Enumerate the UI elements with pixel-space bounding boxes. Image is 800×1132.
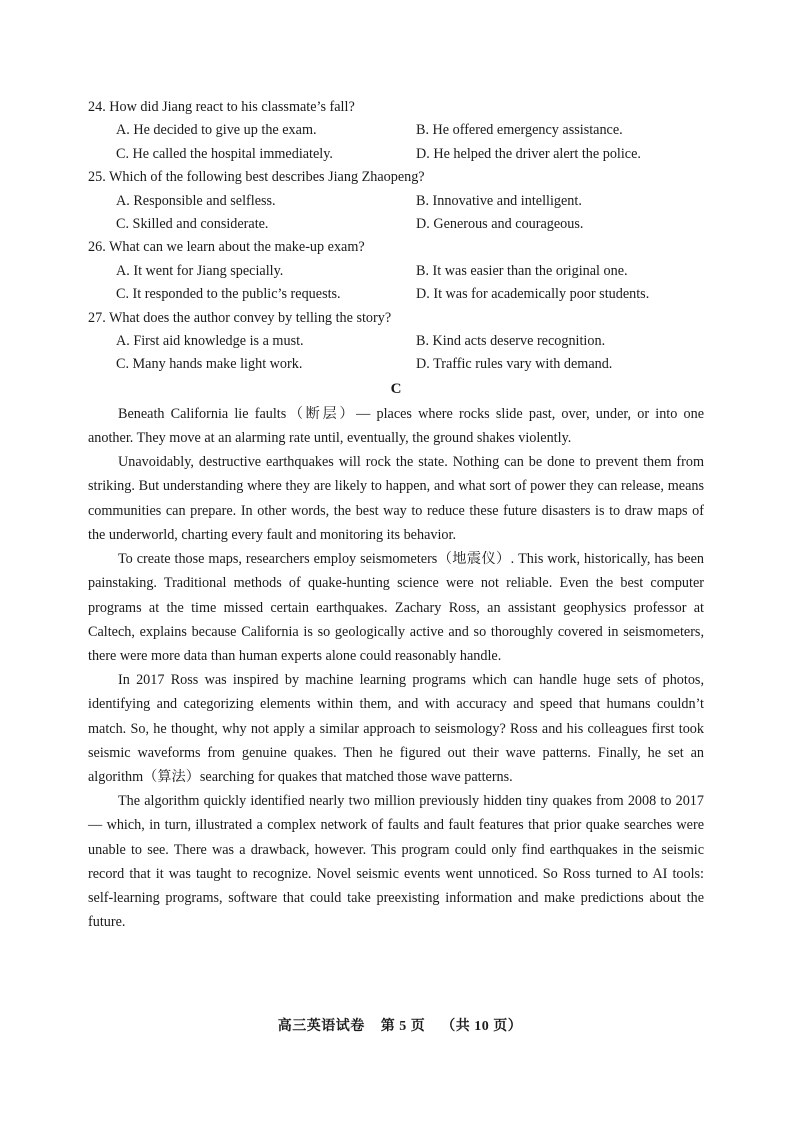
passage-paragraph: In 2017 Ross was inspired by machine learning programs which can handle huge sets of photos, identifying and categorizing elements within them, and with accuracy and speed that humans couldn’t match. So, he thought, why not apply a similar approach to seismology? Ross and his colleagues first took seismic waveforms from genuine quakes. Then he figured out their wave patterns. Finally, he set an algorithm（算法）searching for quakes that matched those wave patterns. [88, 672, 704, 785]
question-24 [88, 96, 704, 166]
reading-passage [88, 402, 704, 934]
option-d: D. It was for academically poor students. [416, 286, 650, 303]
question-stem: 25. Which of the following best describes Jiang Zhaopeng? [88, 169, 425, 186]
option-b: B. Innovative and intelligent. [416, 192, 582, 209]
question-26 [88, 236, 704, 306]
option-c: C. Skilled and considerate. [116, 216, 269, 233]
passage-paragraph: The algorithm quickly identified nearly two million previously hidden tiny quakes from 2008 to 2017 — which, in turn, illustrated a complex network of faults and fault features that prior quake searches were unable to see. There was a drawback, however. This program could only find earthquakes in the seismic record that it was taught to recognize. Novel seismic events went unnoticed. So Ross turned to AI tools: self-learning programs, software that could take preexisting information and make predictions about the future. [88, 793, 704, 931]
question-stem: 24. How did Jiang react to his classmate’s fall? [88, 99, 355, 115]
option-a: A. He decided to give up the exam. [116, 122, 317, 139]
question-stem: 26. What can we learn about the make-up exam? [88, 239, 365, 256]
passage-paragraph: Unavoidably, destructive earthquakes will rock the state. Nothing can be done to prevent them from striking. But understanding where they are likely to happen, and what sort of power they can release, means communities can prepare. In other words, the best way to reduce these future disasters is to draw maps of the underworld, charting every fault and monitoring its behavior. [88, 454, 704, 543]
option-b: B. He offered emergency assistance. [416, 122, 623, 139]
option-b: B. It was easier than the original one. [416, 262, 628, 279]
option-grid [88, 260, 704, 307]
option-d: D. He helped the driver alert the police. [416, 145, 641, 162]
passage-paragraph: To create those maps, researchers employ seismometers（地震仪）. This work, historically, has been painstaking. Traditional methods of quake-hunting science were not reliable. Even the best computer programs at the time missed certain earthquakes. Zachary Ross, an assistant geophysics professor at Caltech, explains because California is so geologically active and so thoroughly covered in seismometers, there were more data than human experts alone could reasonably handle. [88, 551, 704, 664]
option-d: D. Traffic rules vary with demand. [416, 356, 613, 373]
section-heading: C [390, 380, 402, 397]
option-c: C. He called the hospital immediately. [116, 145, 333, 162]
footer-page-total: （共 10 页） [441, 1019, 523, 1034]
passage-paragraph: Beneath California lie faults（断层）— places where rocks slide past, over, under, or into one another. They move at an alarming rate until, eventually, the ground shakes violently. [88, 405, 704, 447]
option-a: A. It went for Jiang specially. [116, 262, 284, 279]
option-c: C. It responded to the public’s requests. [116, 286, 341, 303]
question-list [88, 96, 704, 377]
question-27 [88, 307, 704, 377]
option-a: A. Responsible and selfless. [116, 192, 276, 209]
option-b: B. Kind acts deserve recognition. [416, 333, 606, 350]
question-25 [88, 166, 704, 236]
option-a: A. First aid knowledge is a must. [116, 333, 304, 350]
option-grid [88, 330, 704, 377]
option-c: C. Many hands make light work. [116, 356, 303, 373]
page-footer [0, 1015, 800, 1035]
option-grid [88, 119, 704, 166]
option-d: D. Generous and courageous. [416, 216, 584, 233]
footer-page-number: 第 5 页 [380, 1019, 426, 1034]
option-grid [88, 190, 704, 237]
footer-title: 高三英语试卷 [277, 1019, 365, 1034]
question-stem: 27. What does the author convey by telling the story? [88, 309, 392, 326]
